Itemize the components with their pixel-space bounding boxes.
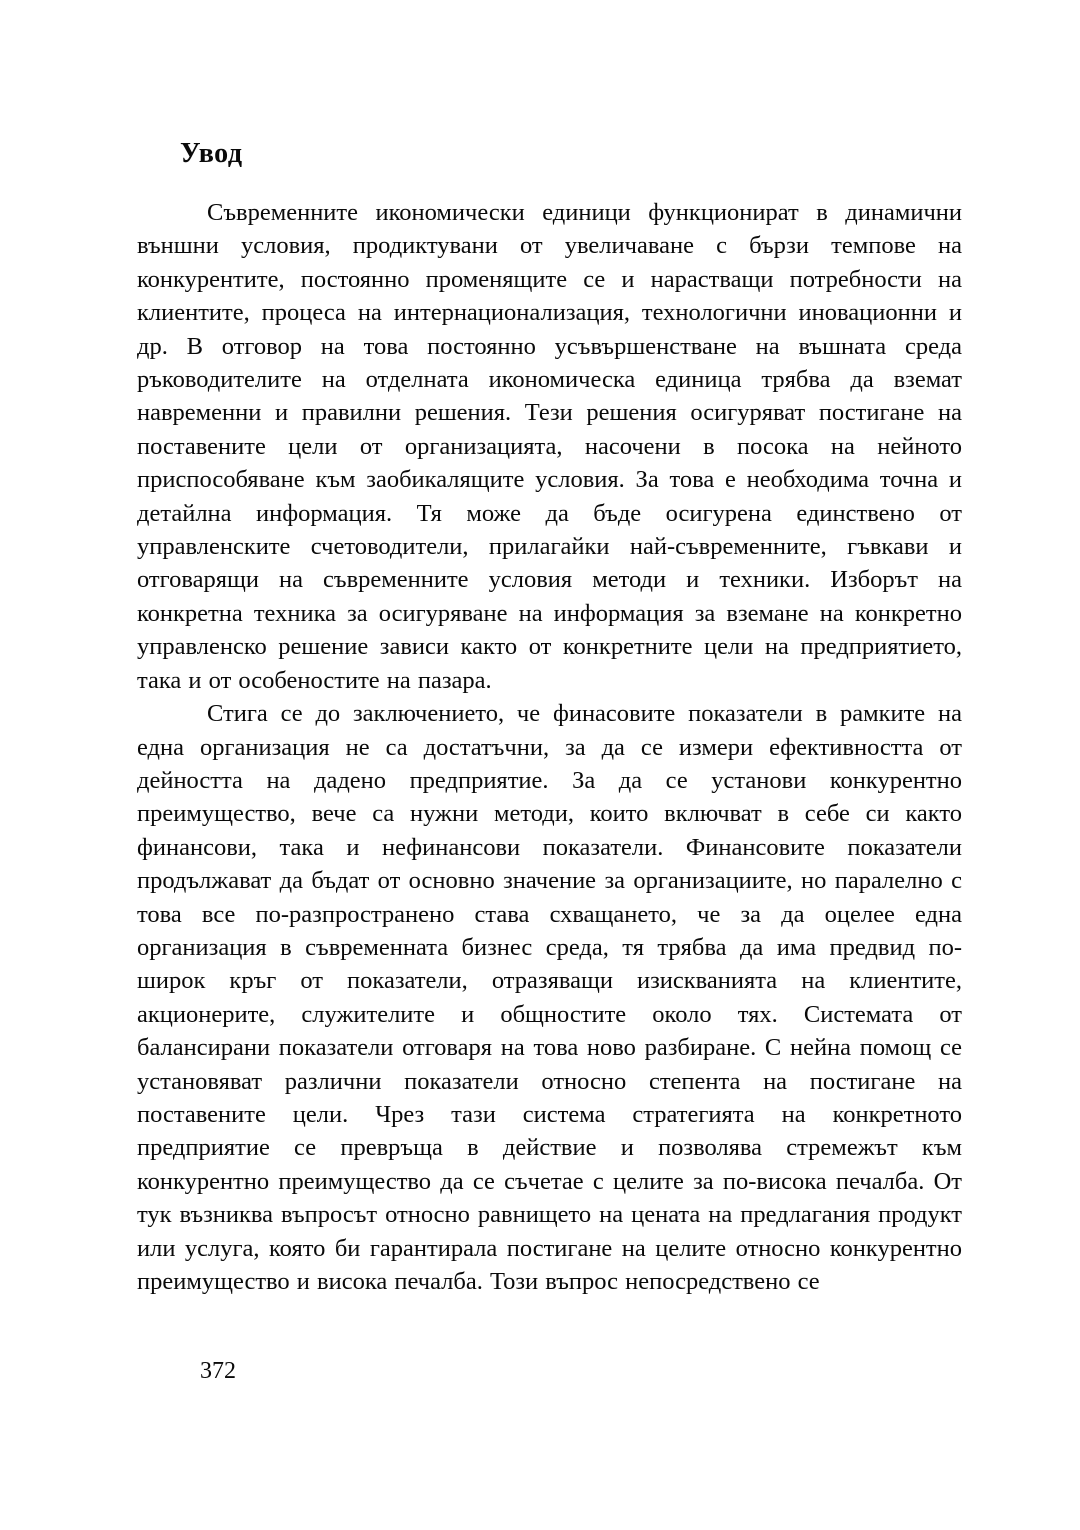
text-block [137,138,962,1298]
paragraph-1: Съвременните икономически единици функционират в динамични външни условия, продиктувани от увеличаване с бързи темпове на конкурентите, постоянно променящите се и нарастващи потребности на клиентите, процеса на интернационализация, технологични иновационни и др. В отговор на това постоянно усъвършенстване на въшната среда ръководителите на отделната икономическа единица трябва да вземат навременни и правилни решения. Тези решения осигуряват постигане на поставените цели от организацията, насочени в посока на нейното приспособяване към заобикалящите условия. За това е необходима точна и детайлна информация. Тя може да бъде осигурена единствено от управленските счетоводители, прилагайки най-съвременните, гъвкави и отговарящи на съвременните условия методи и техники. Изборът на конкретна техника за осигуряване на информация за вземане на конкретно управленско решение зависи както от конкретните цели на предприятието, така и от особеностите на пазара. [137,199,962,694]
section-heading: Увод [180,138,243,169]
page-number: 372 [200,1358,236,1384]
paragraph-2: Стига се до заключението, че финасовите показатели в рамките на една организация не са достатъчни, за да се измери ефективността от дейността на дадено предприятие. За да се установи конкурентно преимущество, вече са нужни методи, които включват в себе си както финансови, така и нефинансови показатели. Финансовите показатели продължават да бъдат от основно значение за организациите, но паралелно с това все по-разпространено става схващането, че за да оцелее една организация в съвременната бизнес среда, тя трябва да има предвид по-широк кръг от показатели, отразяващи изискванията на клиентите, акционерите, служителите и общностите около тях. Системата от балансирани показатели отговаря на това ново разбиране. С нейна помощ се установяват различни показатели относно степента на постигане на поставените цели. Чрез тази система стратегията на конкретното предприятие се превръща в действие и позволява стремежът към конкурентно преимущество да се съчетае с целите за по-висока печалба. От тук възниква въпросът относно равнището на цената на предлагания продукт или услуга, която би гарантирала постигане на целите относно конкурентно преимущество и висока печалба. Този въпрос непосредствено се [137,700,962,1295]
